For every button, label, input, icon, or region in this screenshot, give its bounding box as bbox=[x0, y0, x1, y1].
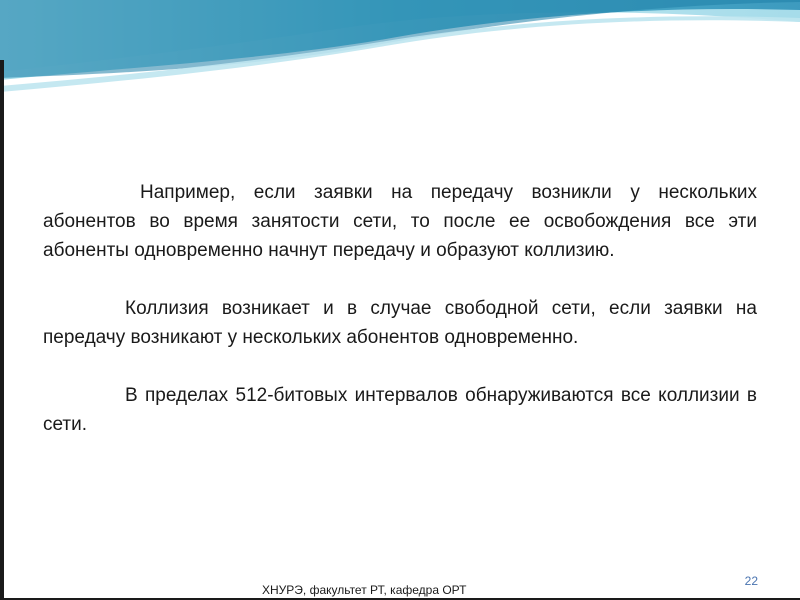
paragraph-2-text: Коллизия возникает и в случае свободной сети, если заявки на передачу возникают у нескольких абонентов одновременно. bbox=[43, 298, 757, 348]
paragraph-2 bbox=[43, 294, 757, 352]
paragraph-3-text: В пределах 512-битовых интервалов обнаруживаются все коллизии в сети. bbox=[43, 385, 757, 435]
footer-text: ХНУРЭ, факультет РТ, кафедра ОРТ bbox=[262, 583, 467, 597]
paragraph-1-text: Например, если заявки на передачу возникли у нескольких абонентов во время занятости сети, то после ее освобождения все эти абоненты одновременно начнут передачу и образуют коллизию. bbox=[43, 182, 757, 261]
paragraph-3 bbox=[43, 381, 757, 439]
paragraph-1 bbox=[43, 178, 757, 265]
page-number: 22 bbox=[744, 574, 758, 588]
slide-body bbox=[43, 178, 757, 468]
wave-header-decoration bbox=[0, 0, 800, 95]
left-border bbox=[0, 60, 4, 600]
